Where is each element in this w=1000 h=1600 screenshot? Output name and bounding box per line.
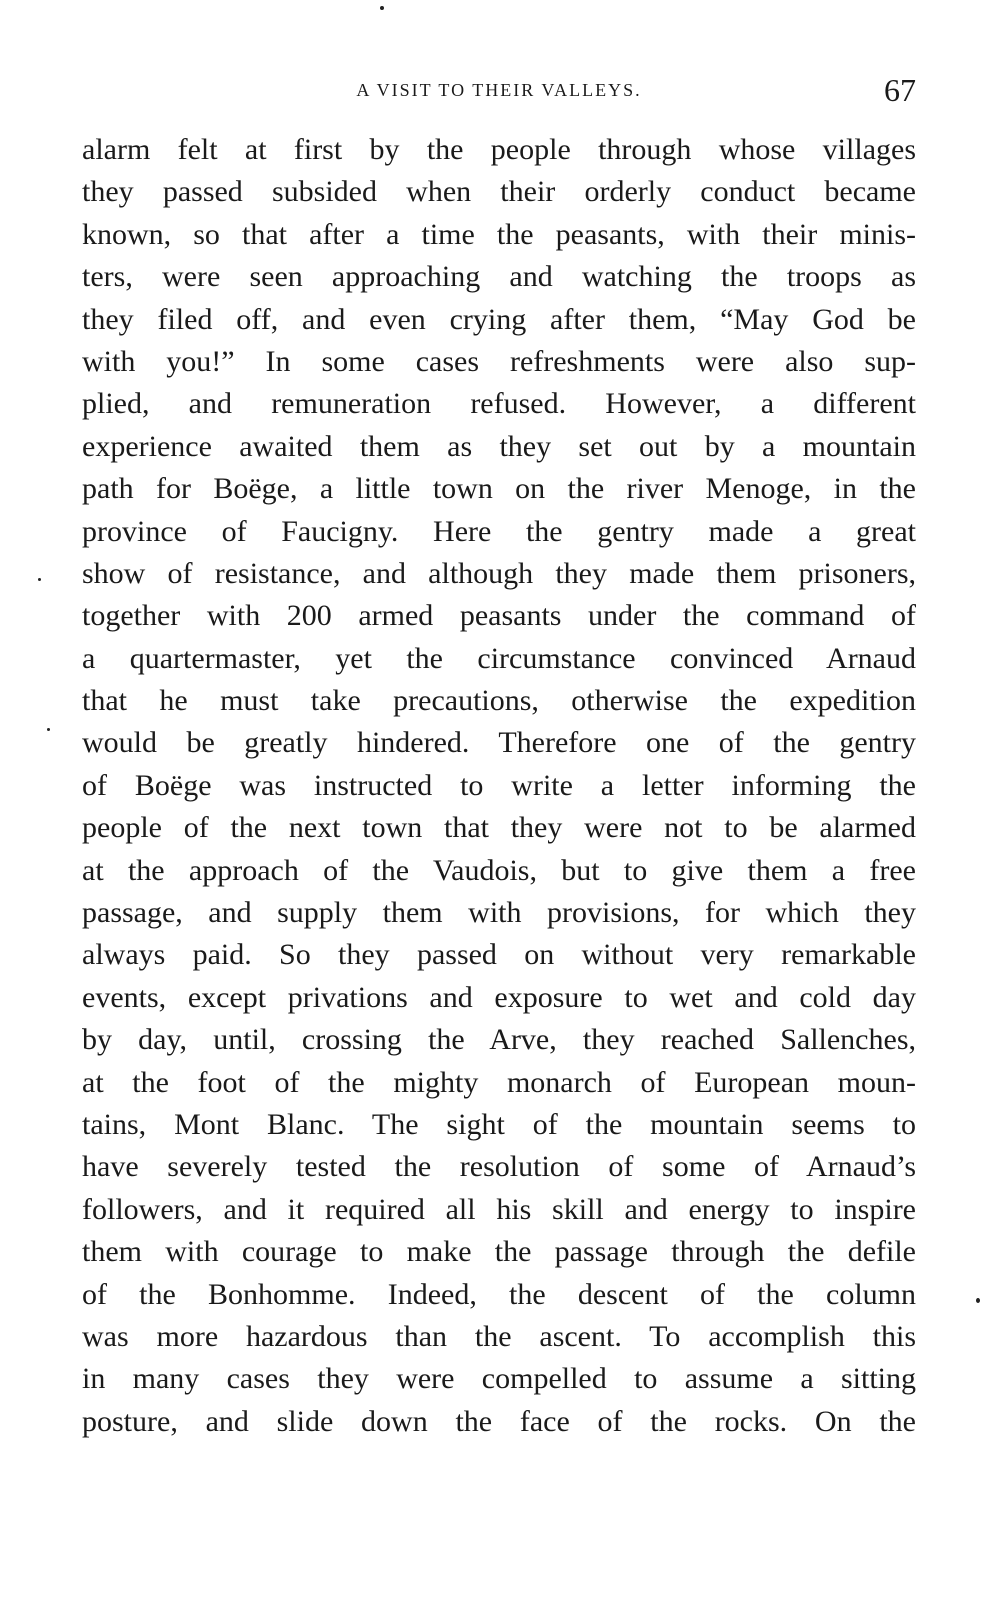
text-line: passage, and supply them with provisions, for which they <box>82 896 916 930</box>
text-line: a quartermaster, yet the circumstance convinced Arnaud <box>82 641 916 675</box>
text-line: plied, and remuneration refused. However, a different <box>82 387 916 421</box>
text-line: of the Bonhomme. Indeed, the descent of the column <box>82 1277 916 1311</box>
text-line: experience awaited them as they set out by a mountain <box>82 429 916 463</box>
text-line: alarm felt at first by the people through whose villages <box>82 133 916 166</box>
text-line: at the approach of the Vaudois, but to give them a free <box>82 853 916 887</box>
body-text <box>82 129 916 1443</box>
print-speck <box>38 578 41 581</box>
text-line: them with courage to make the passage through the defile <box>82 1235 916 1269</box>
text-line: followers, and it required all his skill and energy to inspire <box>82 1192 916 1226</box>
text-line: ters, were seen approaching and watching the troops as <box>82 260 916 294</box>
print-speck <box>47 728 50 731</box>
text-line: with you!” In some cases refreshments were also sup- <box>82 344 916 378</box>
text-line: province of Faucigny. Here the gentry made a great <box>82 514 916 548</box>
text-line: by day, until, crossing the Arve, they reached Sallenches, <box>82 1023 916 1057</box>
print-speck <box>380 6 384 10</box>
text-line: in many cases they were compelled to assume a sitting <box>82 1362 916 1396</box>
text-line: of Boëge was instructed to write a letter informing the <box>82 768 916 802</box>
print-speck <box>976 1298 980 1303</box>
running-head <box>82 72 916 112</box>
text-line: events, except privations and exposure to wet and cold day <box>82 980 916 1014</box>
text-line: have severely tested the resolution of some of Arnaud’s <box>82 1150 916 1184</box>
running-title: A VISIT TO THEIR VALLEYS. <box>356 80 642 100</box>
text-line: at the foot of the mighty monarch of European moun- <box>82 1065 916 1099</box>
text-line: was more hazardous than the ascent. To accomplish this <box>82 1319 916 1353</box>
page-number: 67 <box>884 72 916 108</box>
text-line: would be greatly hindered. Therefore one of the gentry <box>82 726 916 760</box>
text-line: known, so that after a time the peasants, with their minis- <box>82 217 916 251</box>
text-line: tains, Mont Blanc. The sight of the mountain seems to <box>82 1107 916 1141</box>
text-line: people of the next town that they were not to be alarmed <box>82 811 916 845</box>
text-line: together with 200 armed peasants under the command of <box>82 599 916 633</box>
text-line: always paid. So they passed on without very remarkable <box>82 938 916 972</box>
text-line: posture, and slide down the face of the rocks. On the <box>82 1404 916 1438</box>
text-line: that he must take precautions, otherwise the expedition <box>82 684 916 718</box>
text-line: show of resistance, and although they made them prisoners, <box>82 556 916 590</box>
text-line: they passed subsided when their orderly conduct became <box>82 175 916 209</box>
text-line: they filed off, and even crying after them, “May God be <box>82 302 916 336</box>
text-line: path for Boëge, a little town on the river Menoge, in the <box>82 472 916 506</box>
